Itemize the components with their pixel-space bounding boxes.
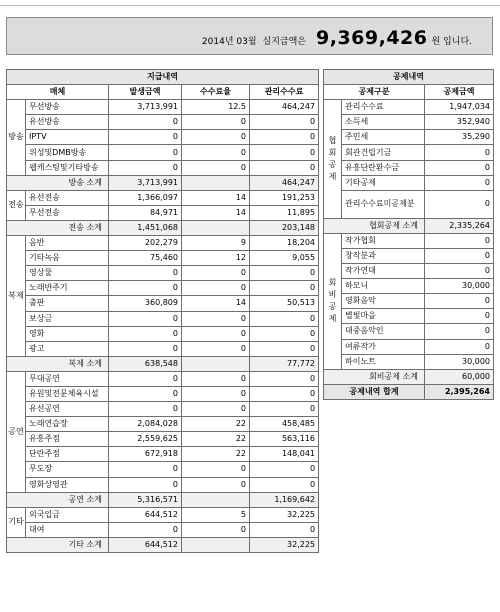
payment-fee: 0 xyxy=(250,160,319,175)
payment-amount: 0 xyxy=(109,130,182,145)
payment-fee: 0 xyxy=(250,311,319,326)
payment-subtotal-row xyxy=(7,492,319,507)
summary-suffix: 원 입니다. xyxy=(431,37,472,47)
payment-group-label: 방송 xyxy=(7,100,26,175)
payment-media-name: 유선공연 xyxy=(26,402,109,417)
payment-media-name: 영화상영관 xyxy=(26,477,109,492)
payment-group-label: 전송 xyxy=(7,190,26,220)
payment-fee: 458,485 xyxy=(250,417,319,432)
payment-media-name: 무대공연 xyxy=(26,371,109,386)
deduction-header-cell: 공제구분 xyxy=(324,85,425,100)
payment-fee-rate: 12.5 xyxy=(182,100,250,115)
payment-subtotal-row xyxy=(7,356,319,371)
deduction-item-name: 창작분과 xyxy=(342,248,425,263)
payment-subtotal-row xyxy=(7,220,319,235)
payment-row xyxy=(7,236,319,251)
payment-amount: 2,084,028 xyxy=(109,417,182,432)
payment-amount: 75,460 xyxy=(109,251,182,266)
payment-row xyxy=(7,115,319,130)
payment-amount: 0 xyxy=(109,371,182,386)
payment-media-name: 음반 xyxy=(26,236,109,251)
payment-amount: 0 xyxy=(109,522,182,537)
payment-row xyxy=(7,522,319,537)
payment-media-name: 영화 xyxy=(26,326,109,341)
payment-fee-rate: 22 xyxy=(182,447,250,462)
payment-fee: 11,895 xyxy=(250,205,319,220)
payment-row xyxy=(7,341,319,356)
payment-subtotal-amount: 3,713,991 xyxy=(109,175,182,190)
payment-row xyxy=(7,432,319,447)
payment-row xyxy=(7,386,319,401)
payment-subtotal-label: 공연 소계 xyxy=(7,492,109,507)
payment-table-title: 지급내역 xyxy=(7,70,319,85)
payment-fee-rate: 22 xyxy=(182,432,250,447)
payment-header-cell: 수수료율 xyxy=(182,85,250,100)
deduction-row xyxy=(324,294,494,309)
payment-row xyxy=(7,462,319,477)
payment-fee-rate: 0 xyxy=(182,462,250,477)
payment-fee: 0 xyxy=(250,522,319,537)
deduction-total-label: 공제내역 합계 xyxy=(324,384,425,399)
payment-media-name: 무선전송 xyxy=(26,205,109,220)
payment-media-name: 웹캐스팅및기타방송 xyxy=(26,160,109,175)
payment-subtotal-label: 방송 소계 xyxy=(7,175,109,190)
deduction-item-amount: 30,000 xyxy=(425,279,494,294)
payment-media-name: 무선방송 xyxy=(26,100,109,115)
deduction-item-name: 회관건립기금 xyxy=(342,145,425,160)
deduction-group-label: 회비공제 xyxy=(324,233,342,369)
payment-row xyxy=(7,190,319,205)
deduction-item-amount: 0 xyxy=(425,233,494,248)
top-strip xyxy=(0,0,500,6)
payment-fee-rate: 0 xyxy=(182,311,250,326)
net-payment-amount: 9,369,426 xyxy=(316,27,428,49)
deduction-row xyxy=(324,324,494,339)
deduction-item-amount: 1,947,034 xyxy=(425,100,494,115)
deduction-header-row xyxy=(324,85,494,100)
payment-subtotal-amount: 5,316,571 xyxy=(109,492,182,507)
payment-media-name: 유선방송 xyxy=(26,115,109,130)
payment-title-row xyxy=(7,70,319,85)
payment-amount: 0 xyxy=(109,281,182,296)
payment-subtotal-row xyxy=(7,537,319,552)
payment-details-table xyxy=(6,69,319,553)
deduction-item-name: 기타공제 xyxy=(342,175,425,190)
net-payment-summary xyxy=(6,17,493,55)
deduction-row xyxy=(324,339,494,354)
payment-subtotal-amount: 644,512 xyxy=(109,537,182,552)
payment-row xyxy=(7,100,319,115)
payment-amount: 3,713,991 xyxy=(109,100,182,115)
payment-media-name: 유선전송 xyxy=(26,190,109,205)
payment-fee: 0 xyxy=(250,477,319,492)
deduction-details-table xyxy=(323,69,494,400)
payment-group-label: 기타 xyxy=(7,507,26,537)
payment-fee: 9,055 xyxy=(250,251,319,266)
payment-subtotal-rate xyxy=(182,175,250,190)
payment-media-name: 외국입금 xyxy=(26,507,109,522)
deduction-subtotal-amount: 60,000 xyxy=(425,369,494,384)
payment-fee: 0 xyxy=(250,386,319,401)
payment-media-name: 단란주점 xyxy=(26,447,109,462)
payment-fee: 32,225 xyxy=(250,507,319,522)
payment-row xyxy=(7,371,319,386)
deduction-row xyxy=(324,175,494,190)
payment-row xyxy=(7,251,319,266)
payment-fee-rate: 0 xyxy=(182,160,250,175)
deduction-item-amount: 30,000 xyxy=(425,354,494,369)
payment-row xyxy=(7,296,319,311)
payment-row xyxy=(7,281,319,296)
deduction-total-row xyxy=(324,384,494,399)
payment-row xyxy=(7,145,319,160)
payment-fee-rate: 0 xyxy=(182,281,250,296)
payment-amount: 0 xyxy=(109,386,182,401)
payment-row xyxy=(7,130,319,145)
deduction-item-amount: 0 xyxy=(425,294,494,309)
deduction-row xyxy=(324,130,494,145)
deduction-item-name: 관리수수료미공제분 xyxy=(342,190,425,218)
deduction-subtotal-amount: 2,335,264 xyxy=(425,218,494,233)
payment-subtotal-label: 복제 소계 xyxy=(7,356,109,371)
payment-fee-rate: 0 xyxy=(182,371,250,386)
payment-subtotal-rate xyxy=(182,220,250,235)
payment-fee: 0 xyxy=(250,281,319,296)
payment-fee: 18,204 xyxy=(250,236,319,251)
payment-media-name: 대여 xyxy=(26,522,109,537)
payment-media-name: 영상물 xyxy=(26,266,109,281)
payment-subtotal-label: 전송 소계 xyxy=(7,220,109,235)
payment-row xyxy=(7,507,319,522)
payment-row xyxy=(7,477,319,492)
payment-fee: 50,513 xyxy=(250,296,319,311)
payment-amount: 0 xyxy=(109,462,182,477)
payment-amount: 644,512 xyxy=(109,507,182,522)
payment-fee-rate: 14 xyxy=(182,205,250,220)
payment-fee-rate: 14 xyxy=(182,296,250,311)
deduction-item-name: 유흥단란환수금 xyxy=(342,160,425,175)
payment-media-name: IPTV xyxy=(26,130,109,145)
summary-line xyxy=(202,27,472,49)
payment-amount: 0 xyxy=(109,145,182,160)
payment-subtotal-label: 기타 소계 xyxy=(7,537,109,552)
deduction-item-amount: 0 xyxy=(425,264,494,279)
payment-amount: 1,366,097 xyxy=(109,190,182,205)
payment-fee-rate: 0 xyxy=(182,402,250,417)
payment-fee: 0 xyxy=(250,266,319,281)
deduction-group-label: 협회공제 xyxy=(324,100,342,219)
deduction-item-name: 하모니 xyxy=(342,279,425,294)
deduction-item-name: 대중음악인 xyxy=(342,324,425,339)
deduction-item-amount: 352,940 xyxy=(425,115,494,130)
deduction-item-name: 관리수수료 xyxy=(342,100,425,115)
deduction-table-title: 공제내역 xyxy=(324,70,494,85)
deduction-header-cell: 공제금액 xyxy=(425,85,494,100)
deduction-row xyxy=(324,309,494,324)
payment-fee: 148,041 xyxy=(250,447,319,462)
deduction-row xyxy=(324,354,494,369)
deduction-total-amount: 2,395,264 xyxy=(425,384,494,399)
payment-media-name: 유흥주점 xyxy=(26,432,109,447)
payment-row xyxy=(7,447,319,462)
deduction-subtotal-label: 회비공제 소계 xyxy=(324,369,425,384)
payment-media-name: 출판 xyxy=(26,296,109,311)
payment-fee: 0 xyxy=(250,402,319,417)
payment-subtotal-amount: 1,451,068 xyxy=(109,220,182,235)
deduction-item-amount: 0 xyxy=(425,175,494,190)
payment-fee: 0 xyxy=(250,371,319,386)
payment-header-row xyxy=(7,85,319,100)
payment-row xyxy=(7,205,319,220)
payment-amount: 0 xyxy=(109,311,182,326)
payment-fee: 563,116 xyxy=(250,432,319,447)
summary-label: 실지급액은 xyxy=(262,37,307,47)
payment-group-label: 공연 xyxy=(7,371,26,492)
payment-fee-rate: 0 xyxy=(182,145,250,160)
payment-subtotal-rate xyxy=(182,492,250,507)
payment-fee-rate: 12 xyxy=(182,251,250,266)
deduction-item-name: 작가연대 xyxy=(342,264,425,279)
payment-fee: 0 xyxy=(250,145,319,160)
deduction-row xyxy=(324,248,494,263)
payment-row xyxy=(7,326,319,341)
payment-header-cell: 관리수수료 xyxy=(250,85,319,100)
payment-subtotal-fee: 1,169,642 xyxy=(250,492,319,507)
payment-amount: 672,918 xyxy=(109,447,182,462)
payment-media-name: 광고 xyxy=(26,341,109,356)
payment-fee: 191,253 xyxy=(250,190,319,205)
payment-fee-rate: 0 xyxy=(182,386,250,401)
payment-media-name: 노래반주기 xyxy=(26,281,109,296)
payment-subtotal-fee: 77,772 xyxy=(250,356,319,371)
deduction-item-name: 소득세 xyxy=(342,115,425,130)
payment-row xyxy=(7,311,319,326)
deduction-row xyxy=(324,160,494,175)
deduction-item-amount: 0 xyxy=(425,190,494,218)
deduction-subtotal-label: 협회공제 소계 xyxy=(324,218,425,233)
deduction-item-name: 작가협회 xyxy=(342,233,425,248)
payment-fee-rate: 22 xyxy=(182,417,250,432)
deduction-subtotal-row xyxy=(324,369,494,384)
payment-amount: 360,809 xyxy=(109,296,182,311)
payment-media-name: 위성및DMB방송 xyxy=(26,145,109,160)
payment-fee-rate: 0 xyxy=(182,341,250,356)
deduction-row xyxy=(324,279,494,294)
payment-fee: 0 xyxy=(250,341,319,356)
payment-group-label: 복제 xyxy=(7,236,26,357)
payment-media-name: 노래연습장 xyxy=(26,417,109,432)
payment-subtotal-amount: 638,548 xyxy=(109,356,182,371)
deduction-row xyxy=(324,115,494,130)
deduction-row xyxy=(324,190,494,218)
deduction-item-name: 주민세 xyxy=(342,130,425,145)
payment-fee-rate: 0 xyxy=(182,130,250,145)
payment-amount: 0 xyxy=(109,266,182,281)
payment-media-name: 기타녹음 xyxy=(26,251,109,266)
payment-fee-rate: 9 xyxy=(182,236,250,251)
payment-fee-rate: 5 xyxy=(182,507,250,522)
payment-row xyxy=(7,402,319,417)
deduction-title-row xyxy=(324,70,494,85)
payment-header-cell: 매체 xyxy=(7,85,109,100)
payment-amount: 0 xyxy=(109,115,182,130)
payment-amount: 84,971 xyxy=(109,205,182,220)
payment-media-name: 보상금 xyxy=(26,311,109,326)
payment-fee: 0 xyxy=(250,326,319,341)
payment-fee: 0 xyxy=(250,115,319,130)
payment-amount: 2,559,625 xyxy=(109,432,182,447)
payment-fee-rate: 0 xyxy=(182,522,250,537)
payment-row xyxy=(7,417,319,432)
deduction-subtotal-row xyxy=(324,218,494,233)
payment-amount: 202,279 xyxy=(109,236,182,251)
deduction-item-amount: 0 xyxy=(425,145,494,160)
payment-subtotal-row xyxy=(7,175,319,190)
payment-amount: 0 xyxy=(109,160,182,175)
payment-media-name: 무도장 xyxy=(26,462,109,477)
payment-fee: 0 xyxy=(250,462,319,477)
payment-amount: 0 xyxy=(109,477,182,492)
payment-fee-rate: 0 xyxy=(182,266,250,281)
deduction-row xyxy=(324,233,494,248)
payment-fee: 0 xyxy=(250,130,319,145)
payment-header-cell: 발생금액 xyxy=(109,85,182,100)
payment-fee-rate: 0 xyxy=(182,115,250,130)
payment-amount: 0 xyxy=(109,402,182,417)
deduction-row xyxy=(324,100,494,115)
deduction-item-name: 영화음악 xyxy=(342,294,425,309)
payment-amount: 0 xyxy=(109,326,182,341)
payment-subtotal-fee: 464,247 xyxy=(250,175,319,190)
deduction-item-amount: 0 xyxy=(425,248,494,263)
payment-media-name: 유원및전문체육시설 xyxy=(26,386,109,401)
payment-fee-rate: 14 xyxy=(182,190,250,205)
deduction-item-name: 하이노트 xyxy=(342,354,425,369)
summary-year-month: 2014년 03월 xyxy=(201,37,257,47)
deduction-item-name: 여류작가 xyxy=(342,339,425,354)
deduction-item-amount: 35,290 xyxy=(425,130,494,145)
payment-row xyxy=(7,160,319,175)
payment-fee: 464,247 xyxy=(250,100,319,115)
deduction-item-amount: 0 xyxy=(425,339,494,354)
payment-fee-rate: 0 xyxy=(182,326,250,341)
deduction-item-amount: 0 xyxy=(425,160,494,175)
payment-fee-rate: 0 xyxy=(182,477,250,492)
payment-subtotal-fee: 203,148 xyxy=(250,220,319,235)
payment-subtotal-rate xyxy=(182,537,250,552)
payment-subtotal-fee: 32,225 xyxy=(250,537,319,552)
deduction-row xyxy=(324,264,494,279)
deduction-item-amount: 0 xyxy=(425,309,494,324)
payment-row xyxy=(7,266,319,281)
payment-subtotal-rate xyxy=(182,356,250,371)
deduction-item-name: 별빛마을 xyxy=(342,309,425,324)
payment-amount: 0 xyxy=(109,341,182,356)
deduction-item-amount: 0 xyxy=(425,324,494,339)
deduction-row xyxy=(324,145,494,160)
